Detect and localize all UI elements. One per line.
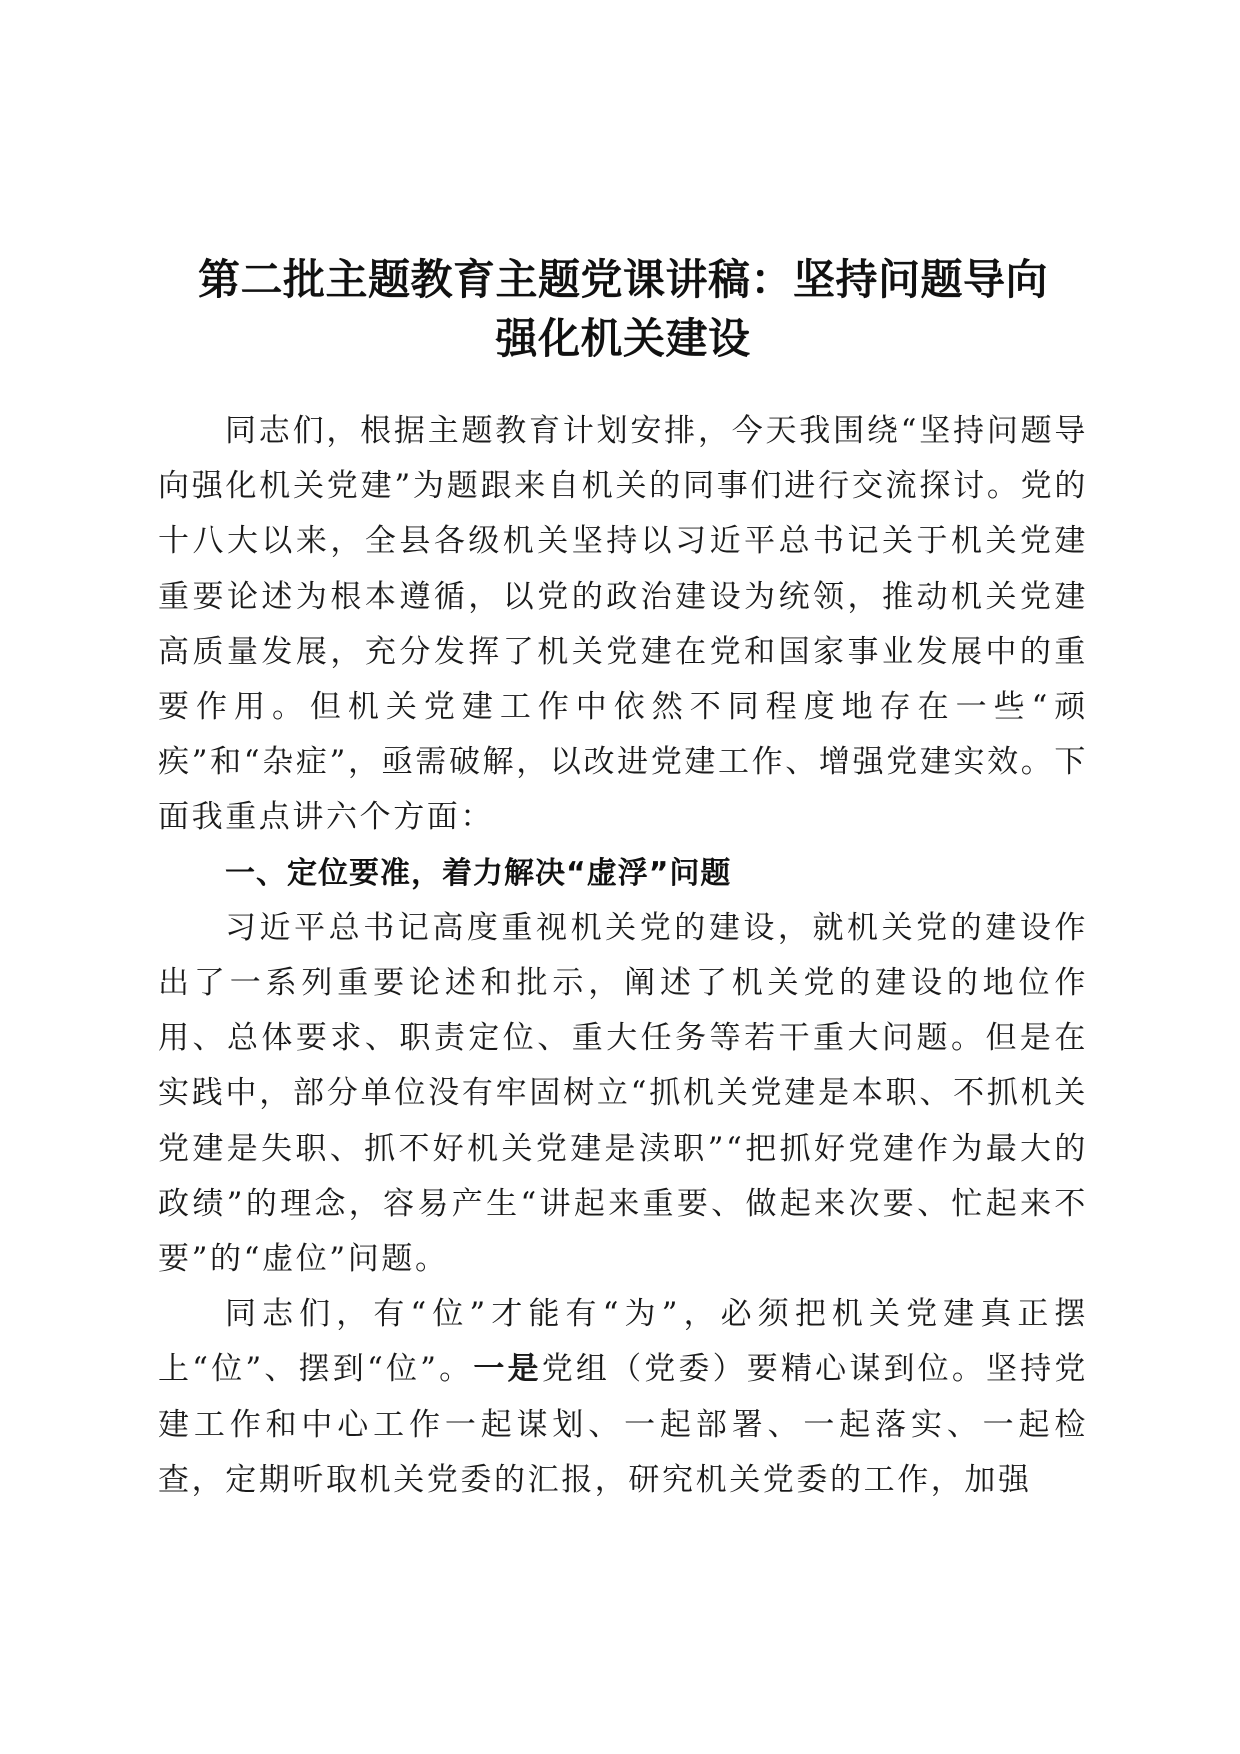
section-1-heading: 一、定位要准，着力解决“虚浮”问题 [225, 855, 732, 891]
document-body [158, 404, 1088, 1508]
document-title [158, 250, 1088, 368]
title-line-1: 第二批主题教育主题党课讲稿：坚持问题导向 [197, 255, 1048, 304]
emphasis-yi-shi: 一是 [473, 1351, 542, 1388]
paragraph-2-rest: 党组（党委）要精心谋到位。坚持党建工作和中心工作一起谋划、一起部署、一起落实、一起检查，定期听取机关党委的汇报，研究机关党委的工作，加强 [158, 1351, 1088, 1498]
paragraph-2-start: 同志们，有“位”才能有“为”，必须把机关党建真正摆上“位”、摆到“位”。 [158, 1296, 1088, 1388]
document-page [158, 250, 1088, 1508]
section-1-paragraph-1: 习近平总书记高度重视机关党的建设，就机关党的建设作出了一系列重要论述和批示，阐述了机关党的建设的地位作用、总体要求、职责定位、重大任务等若干重大问题。但是在实践中，部分单位没有牢固树立“抓机关党建是本职、不抓机关党建是失职、抓不好机关党建是渎职”“把抓好党建作为最大的政绩”的理念，容易产生“讲起来重要、做起来次要、忙起来不要”的“虚位”问题。 [158, 909, 1088, 1278]
intro-paragraph: 同志们，根据主题教育计划安排，今天我围绕“坚持问题导向强化机关党建”为题跟来自机关的同事们进行交流探讨。党的十八大以来，全县各级机关坚持以习近平总书记关于机关党建重要论述为根本遵循，以党的政治建设为统领，推动机关党建高质量发展，充分发挥了机关党建在党和国家事业发展中的重要作用。但机关党建工作中依然不同程度地存在一些“顽疾”和“杂症”，亟需破解，以改进党建工作、增强党建实效。下面我重点讲六个方面： [158, 413, 1088, 836]
title-line-2: 强化机关建设 [495, 314, 751, 363]
section-1-paragraph-2 [158, 1287, 1088, 1508]
